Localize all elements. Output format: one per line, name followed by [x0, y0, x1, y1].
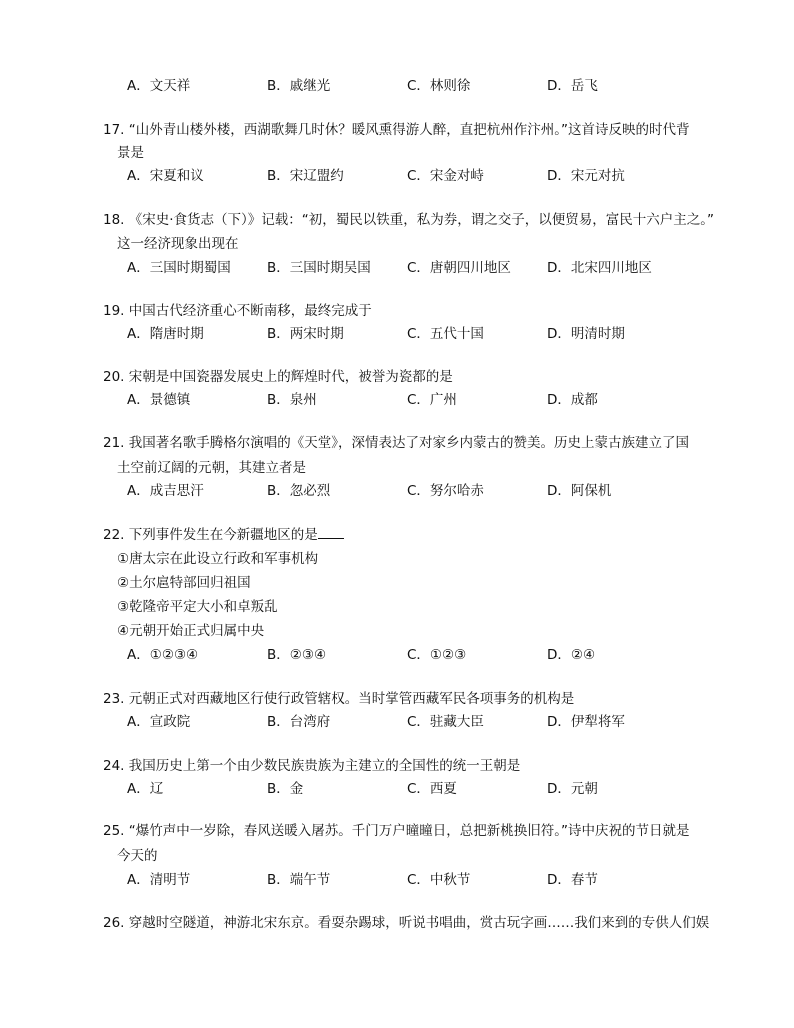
q20-option-d: D．成都 — [547, 392, 598, 408]
q22-item-1: ①唐太宗在此设立行政和军事机构 — [117, 551, 319, 567]
q24-option-d: D．元朝 — [547, 781, 598, 797]
q18-option-b: B．三国时期吴国 — [267, 260, 371, 276]
q16-option-a: A．文天祥 — [127, 78, 191, 94]
q19-option-c: C．五代十国 — [407, 326, 484, 342]
q22-option-b: B．②③④ — [267, 647, 327, 663]
q22-stem — [103, 523, 713, 547]
q21-stem-cont: 土空前辽阔的元朝，其建立者是 — [117, 460, 306, 476]
q19-stem: 19. 中国古代经济重心不断南移，最终完成于 — [103, 303, 372, 319]
q25-stem: 25. “爆竹声中一岁除，春风送暖入屠苏。千门万户曈曈日，总把新桃换旧符。”诗中庆祝的节日就是 — [103, 823, 690, 839]
q21-option-d: D．阿保机 — [547, 483, 612, 499]
q17-option-c: C．宋金对峙 — [407, 168, 484, 184]
q19-options — [127, 322, 727, 346]
q18-option-d: D．北宋四川地区 — [547, 260, 652, 276]
q22-item-4: ④元朝开始正式归属中央 — [117, 623, 265, 639]
q17-option-b: B．宋辽盟约 — [267, 168, 344, 184]
q24-option-b: B．金 — [267, 781, 304, 797]
q17-stem: 17. “山外青山楼外楼，西湖歌舞几时休？暖风熏得游人醉，直把杭州作汴州。”这首诗反映的时代背 — [103, 122, 690, 138]
q17-option-d: D．宋元对抗 — [547, 168, 625, 184]
q25-option-d: D．春节 — [547, 872, 598, 888]
q17-option-a: A．宋夏和议 — [127, 168, 204, 184]
q23-option-d: D．伊犁将军 — [547, 714, 625, 730]
q18-options — [127, 256, 727, 280]
q22-option-c: C．①②③ — [407, 647, 467, 663]
q22-item-2: ②土尔扈特部回归祖国 — [117, 575, 251, 591]
q21-option-a: A．成吉思汗 — [127, 483, 204, 499]
q18-stem-cont: 这一经济现象出现在 — [117, 236, 239, 252]
q20-option-b: B．泉州 — [267, 392, 317, 408]
q19-option-a: A．隋唐时期 — [127, 326, 204, 342]
q23-stem: 23. 元朝正式对西藏地区行使行政管辖权。当时掌管西藏军民各项事务的机构是 — [103, 691, 575, 707]
q25-options — [127, 868, 727, 892]
q22-option-d: D．②④ — [547, 647, 596, 663]
q20-stem: 20. 宋朝是中国瓷器发展史上的辉煌时代，被誉为瓷都的是 — [103, 369, 453, 385]
q26-stem: 26. 穿越时空隧道，神游北宋东京。看耍杂踢球，听说书唱曲，赏古玩字画……我们来到的专供人们娱 — [103, 915, 710, 931]
q23-option-b: B．台湾府 — [267, 714, 331, 730]
q22-stem-text: 22. 下列事件发生在今新疆地区的是 — [103, 527, 318, 543]
q16-option-d: D．岳飞 — [547, 78, 598, 94]
q19-option-d: D．明清时期 — [547, 326, 625, 342]
q21-stem: 21. 我国著名歌手腾格尔演唱的《天堂》，深情表达了对家乡内蒙古的赞美。历史上蒙古族建立了国 — [103, 435, 690, 451]
q21-option-c: C．努尔哈赤 — [407, 483, 484, 499]
q16-option-b: B．戚继光 — [267, 78, 331, 94]
q21-options — [127, 479, 727, 503]
q16-options — [127, 74, 727, 98]
q16-option-c: C．林则徐 — [407, 78, 471, 94]
q25-stem-cont: 今天的 — [117, 848, 158, 864]
q19-option-b: B．两宋时期 — [267, 326, 344, 342]
q25-option-c: C．中秋节 — [407, 872, 471, 888]
q18-option-c: C．唐朝四川地区 — [407, 260, 511, 276]
q22-options — [127, 643, 727, 667]
q17-options — [127, 164, 727, 188]
q22-item-3: ③乾隆帝平定大小和卓叛乱 — [117, 599, 278, 615]
q18-stem: 18. 《宋史·食货志（下）》记载：“初，蜀民以铁重，私为券，谓之交子，以便贸易，富民十六户主之。” — [103, 212, 715, 228]
q23-option-a: A．宣政院 — [127, 714, 191, 730]
q24-stem: 24. 我国历史上第一个由少数民族贵族为主建立的全国性的统一王朝是 — [103, 758, 521, 774]
q20-option-a: A．景德镇 — [127, 392, 191, 408]
q25-option-a: A．清明节 — [127, 872, 191, 888]
q21-option-b: B．忽必烈 — [267, 483, 331, 499]
q20-options — [127, 388, 727, 412]
q23-options — [127, 710, 727, 734]
q17-stem-cont: 景是 — [117, 145, 144, 161]
q24-option-a: A．辽 — [127, 781, 164, 797]
q22-option-a: A．①②③④ — [127, 647, 199, 663]
q24-options — [127, 777, 727, 801]
q20-option-c: C．广州 — [407, 392, 457, 408]
q18-option-a: A．三国时期蜀国 — [127, 260, 231, 276]
answer-blank — [318, 524, 344, 539]
q23-option-c: C．驻藏大臣 — [407, 714, 484, 730]
q24-option-c: C．西夏 — [407, 781, 457, 797]
q25-option-b: B．端午节 — [267, 872, 331, 888]
